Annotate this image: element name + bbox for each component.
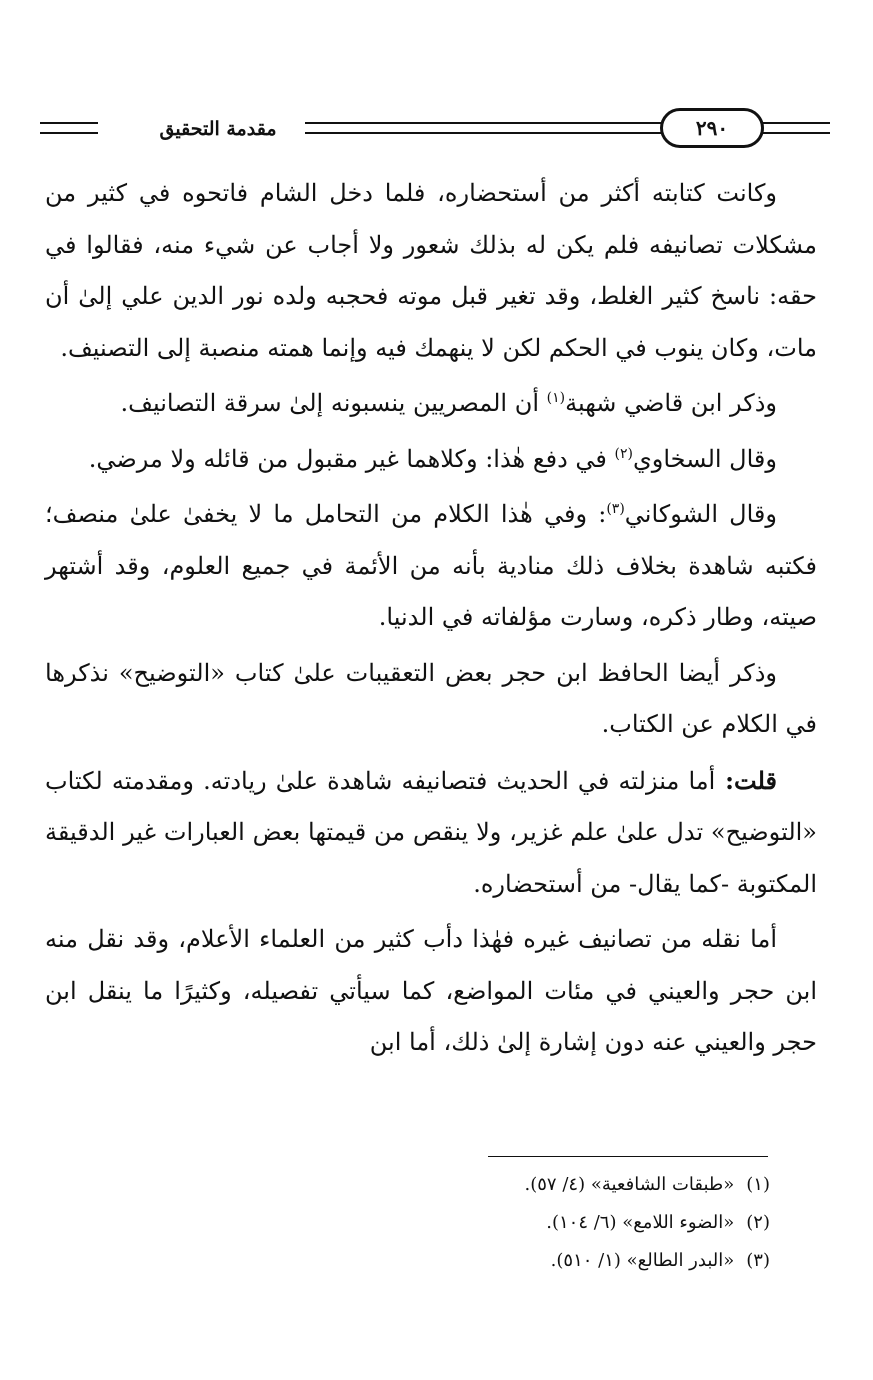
paragraph bbox=[45, 914, 817, 1069]
body-text bbox=[45, 168, 817, 1069]
footnote-item bbox=[200, 1242, 770, 1280]
footnote-text: «طبقات الشافعية» (٤/ ٥٧). bbox=[524, 1174, 735, 1195]
paragraph bbox=[45, 434, 817, 486]
header-rule-left-bottom bbox=[40, 132, 98, 134]
header-rule-middle-top bbox=[305, 122, 662, 124]
footnote-marker: (٣) bbox=[606, 501, 625, 517]
header-rule-left-top bbox=[40, 122, 98, 124]
bold-lead-text: قلت: bbox=[715, 765, 777, 795]
paragraph-text: أن المصريين ينسبونه إلىٰ سرقة التصانيف. bbox=[120, 389, 547, 417]
page-number-badge bbox=[660, 108, 764, 148]
paragraph-text: أما نقله من تصانيف غيره فهٰذا دأب كثير من العلماء الأعلام، وقد نقل منه ابن حجر والعيني في مئات المواضع، كما سيأتي تفصيله، وكثيرًا ما ينقل ابن حجر والعيني عنه دون إشارة إلىٰ ذلك، أما ابن bbox=[45, 925, 817, 1056]
paragraph bbox=[45, 378, 817, 430]
header-rule-right-top bbox=[762, 122, 830, 124]
paragraph-text: وذكر ابن قاضي شهبة bbox=[565, 389, 777, 417]
footnote-text: «البدر الطالع» (١/ ٥١٠). bbox=[550, 1250, 735, 1271]
footnote-item bbox=[200, 1204, 770, 1242]
paragraph bbox=[45, 755, 817, 911]
footnote-item bbox=[200, 1166, 770, 1204]
paragraph bbox=[45, 489, 817, 644]
footnote-marker: (٢) bbox=[614, 445, 633, 462]
paragraph-text: في دفع هٰذا: وكلاهما غير مقبول من قائله ولا مرضي. bbox=[88, 444, 615, 473]
footnote-number: (٢) bbox=[746, 1212, 770, 1233]
paragraph-text: وقال السخاوي bbox=[632, 444, 777, 473]
footnote-text: «الضوء اللامع» (٦/ ١٠٤). bbox=[546, 1212, 735, 1233]
paragraph-text: وقال الشوكاني bbox=[624, 500, 777, 528]
footnotes bbox=[200, 1166, 770, 1280]
running-title: مقدمة التحقيق bbox=[159, 118, 277, 140]
header-rule-middle-bottom bbox=[305, 132, 662, 134]
paragraph-text: وذكر أيضا الحافظ ابن حجر بعض التعقيبات علىٰ كتاب «التوضيح» نذكرها في الكلام عن الكتاب. bbox=[45, 658, 817, 738]
header-rule-right-bottom bbox=[762, 132, 830, 134]
paragraph bbox=[45, 648, 817, 751]
paragraph-text: : وفي هٰذا الكلام من التحامل ما لا يخفىٰ علىٰ منصف؛ فكتبه شاهدة بخلاف ذلك منادية بأنه من الأئمة في جميع العلوم، وقد أشتهر صيته، وطار ذكره، وسارت مؤلفاته في الدنيا. bbox=[45, 500, 817, 631]
page-header bbox=[40, 108, 840, 152]
page-number: ٢٩٠ bbox=[695, 116, 729, 140]
footnote-separator bbox=[488, 1156, 768, 1157]
footnote-number: (٣) bbox=[746, 1250, 770, 1271]
paragraph bbox=[45, 168, 817, 374]
footnote-marker: (١) bbox=[546, 390, 566, 406]
paragraph-text: أما منزلته في الحديث فتصانيفه شاهدة علىٰ ريادته. ومقدمته لكتاب «التوضيح» تدل علىٰ علم غزير، ولا ينقص من قيمتها بعض العبارات غير الدقيقة المكتوبة -كما يقال- من أستحضاره. bbox=[45, 766, 817, 898]
paragraph-text: وكانت كتابته أكثر من أستحضاره، فلما دخل الشام فاتحوه في كثير من مشكلات تصانيفه فلم يكن له بذلك شعور ولا أجاب عن شيء منه، فقالوا في حقه: ناسخ كثير الغلط، وقد تغير قبل موته فحجبه ولده نور الدين علي إلىٰ أن مات، وكان ينوب في الحكم لكن لا ينهمك فيه وإنما همته منصبة إلى التصنيف. bbox=[45, 179, 817, 362]
footnote-number: (١) bbox=[746, 1174, 770, 1195]
